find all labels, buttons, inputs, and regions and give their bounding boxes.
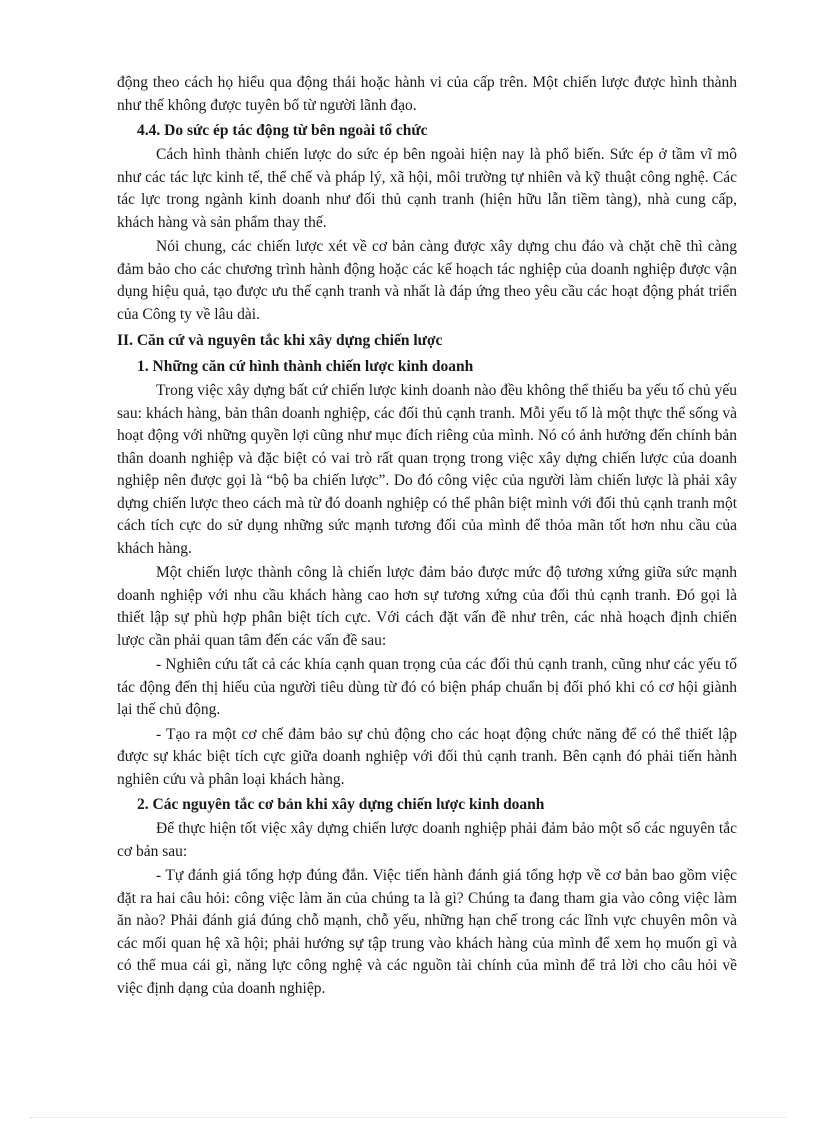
paragraph-successful-strategy: Một chiến lược thành công là chiến lược đảm bảo được mức độ tương xứng giữa sức mạnh doanh nghiệp với nhu cầu khách hàng cao hơn sự tương xứng của đối thủ cạnh tranh. Đó gọi là thiết lập sự phù hợp phân biệt tích cực. Với cách đặt vấn đề như trên, các nhà hoạch định chiến lược cần phải quan tâm đến các vấn đề sau: [117,564,737,649]
bullet-self-assessment: - Tự đánh giá tổng hợp đúng đắn. Việc tiến hành đánh giá tổng hợp về cơ bản bao gồm việc đặt ra hai câu hỏi: công việc làm ăn của chúng ta là gì? Chúng ta đang tham gia vào công việc làm ăn nào? Phải đánh giá đúng chỗ mạnh, chỗ yếu, những hạn chế trong các lĩnh vực chuyên môn và các mối quan hệ xã hội; phải hướng sự tập trung vào khách hàng của mình để xem họ muốn gì và có thể mua cái gì, năng lực công nghệ và các nguồn tài chính của mình để trả lời cho câu hỏi về việc định dạng của doanh nghiệp. [117,867,737,997]
chapter-heading-II: II. Căn cứ và nguyên tắc khi xây dựng chiến lược [117,332,443,349]
paragraph-summary: Nói chung, các chiến lược xét về cơ bản càng được xây dựng chu đáo và chặt chẽ thì càng đảm bảo cho các chương trình hành động hoặc các kế hoạch tác nghiệp của doanh nghiệp được vận dụng hiệu quả, tạo được ưu thế cạnh tranh và nhất là đáp ứng theo yêu cầu các hoạt động phát triển của Công ty về lâu dài. [117,238,737,323]
section-heading-4-4: 4.4. Do sức ép tác động từ bên ngoài tổ chức [137,122,428,139]
paragraph-external-pressure: Cách hình thành chiến lược do sức ép bên ngoài hiện nay là phổ biến. Sức ép ở tầm vĩ mô như các tác lực kinh tế, thể chế và pháp lý, xã hội, môi trường tự nhiên và kỹ thuật công nghệ. Các tác lực trong ngành kinh doanh như đối thủ cạnh tranh (hiện hữu lẫn tiềm tàng), nhà cung cấp, khách hàng và sản phẩm thay thế. [117,146,737,231]
section-heading-2: 2. Các nguyên tắc cơ bản khi xây dựng chiến lược kinh doanh [137,796,545,813]
paragraph-three-factors: Trong việc xây dựng bất cứ chiến lược kinh doanh nào đều không thể thiếu ba yếu tố chủ yếu sau: khách hàng, bản thân doanh nghiệp, các đối thủ cạnh tranh. Mỗi yếu tố là một thực thể sống và hoạt động với những quyền lợi cũng như mục đích riêng của mình. Nó có ảnh hưởng đến chính bản thân doanh nghiệp và đặc biệt có vai trò rất quan trọng trong việc xây dựng chiến lược của doanh nghiệp nên được gọi là “bộ ba chiến lược”. Do đó công việc của người làm chiến lược là phải xây dựng chiến lược theo cách mà từ đó doanh nghiệp có thể phân biệt mình với đối thủ cạnh tranh một cách tích cực do sử dụng những sức mạnh tương đối của mình để thỏa mãn tốt hơn nhu cầu của khách hàng. [117,382,737,557]
paragraph-principles-intro: Để thực hiện tốt việc xây dựng chiến lược doanh nghiệp phải đảm bảo một số các nguyên tắc cơ bản sau: [117,820,737,860]
document-page [117,72,737,1000]
section-heading-1: 1. Những căn cứ hình thành chiến lược kinh doanh [137,358,474,375]
bullet-create-mechanism: - Tạo ra một cơ chế đảm bảo sự chủ động cho các hoạt động chức năng để có thể thiết lập được sự khác biệt tích cực giữa doanh nghiệp với đối thủ cạnh tranh. Bên cạnh đó phải tiến hành nghiên cứu và phân loại khách hàng. [117,725,737,788]
page-bottom-divider [30,1117,786,1118]
bullet-research-competitors: - Nghiên cứu tất cả các khía cạnh quan trọng của các đối thủ cạnh tranh, cũng như các yếu tố tác động đến thị hiếu của người tiêu dùng từ đó có biện pháp chuẩn bị đối phó khi có cơ hội giành lại thế chủ động. [117,656,737,718]
paragraph-continuation: động theo cách họ hiểu qua động thái hoặc hành vi của cấp trên. Một chiến lược được hình thành như thế không được tuyên bố từ người lãnh đạo. [117,74,737,114]
